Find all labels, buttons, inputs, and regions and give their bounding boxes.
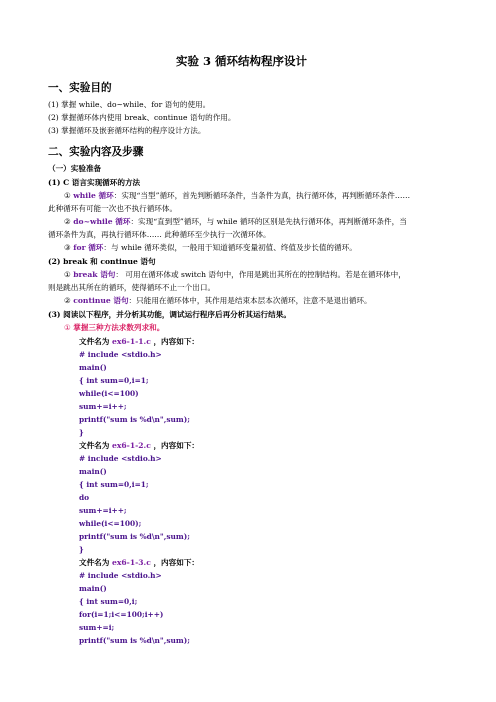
code-line: sum+=i++; — [79, 402, 127, 411]
break-num: ① — [64, 270, 71, 279]
dowhile-desc-line-1 — [64, 217, 407, 227]
for-num: ③ — [64, 243, 71, 252]
file-prefix: 文件名为 — [79, 337, 110, 346]
code-line: main() — [79, 584, 107, 593]
code-line: printf("sum is %d\n",sum); — [79, 636, 190, 645]
dowhile-text-1: ：实现“直到型”循环，与 while 循环的区别是先执行循环体，再判断循环条件，当 — [130, 217, 407, 226]
continue-desc-line-1 — [64, 296, 372, 306]
break-desc-line-2: 则是跳出其所在的循环，使得循环不止一个出口。 — [48, 283, 216, 292]
code-line: # include <stdio.h> — [79, 454, 162, 463]
purpose-item-2: (2) 掌握循环体内使用 break、continue 语句的作用。 — [48, 113, 236, 122]
for-desc-line-1 — [64, 243, 357, 253]
file-label-2 — [79, 441, 199, 451]
file-prefix: 文件名为 — [79, 441, 110, 450]
purpose-item-1: (1) 掌握 while、do~while、for 语句的使用。 — [48, 100, 211, 109]
code-line: # include <stdio.h> — [79, 571, 162, 580]
while-desc-line-1 — [64, 191, 410, 201]
while-desc-line-2: 此种循环有可能一次也不执行循环体。 — [48, 204, 178, 213]
purpose-item-3: (3) 掌握循环及嵌套循环结构的程序设计方法。 — [48, 126, 206, 135]
task-line — [64, 323, 164, 333]
code-line: sum+=i; — [79, 623, 115, 632]
para-title-break-continue: (2) break 和 continue 语句 — [48, 257, 156, 266]
code-line: while(i<=100); — [79, 519, 142, 528]
for-keyword: for 循环 — [73, 243, 104, 252]
file-name: ex6-1-2.c — [112, 441, 151, 450]
file-label-3 — [79, 558, 199, 568]
para-title-loop-methods: (1) C 语言实现循环的方法 — [48, 178, 141, 187]
for-text-1: ：与 while 循环类似，一般用于知道循环变量初值、终值及步长值的循环。 — [103, 243, 357, 252]
dowhile-keyword: do~while 循环 — [73, 217, 131, 226]
section-heading-purpose: 一、实验目的 — [48, 82, 112, 94]
task-text: 掌握三种方法求数列求和。 — [73, 323, 165, 332]
while-num: ① — [64, 191, 71, 200]
break-desc-line-1 — [64, 270, 406, 280]
code-line: { int sum=0,i; — [79, 597, 138, 606]
file-suffix: ，内容如下： — [153, 558, 200, 567]
continue-num: ② — [64, 296, 71, 305]
file-name: ex6-1-3.c — [112, 558, 151, 567]
continue-text-1: ：只能用在循环体中，其作用是结束本层本次循环，注意不是退出循环。 — [128, 296, 372, 305]
code-line: printf("sum is %d\n",sum); — [79, 532, 190, 541]
code-line: } — [79, 428, 84, 437]
code-line: while(i<=100) — [79, 389, 139, 398]
file-suffix: ，内容如下： — [153, 337, 200, 346]
dowhile-desc-line-2: 循环条件为真，再执行循环体…… 此种循环至少执行一次循环体。 — [48, 230, 271, 239]
page-title: 实验 3 循环结构程序设计 — [176, 54, 308, 68]
break-text-1: ： 可用在循环体或 switch 语句中，作用是跳出其所在的控制结构。若是在循环体中， — [115, 270, 406, 279]
while-text-1: ：实现“当型”循环，首先判断循环条件，当条件为真，执行循环体，再判断循环条件…… — [113, 191, 411, 200]
file-suffix: ，内容如下： — [153, 441, 200, 450]
code-line: } — [79, 545, 84, 554]
file-name: ex6-1-1.c — [112, 337, 151, 346]
code-line: { int sum=0,i=1; — [79, 480, 149, 489]
subsection-prep: （一）实验准备 — [48, 164, 102, 173]
code-line: for(i=1;i<=100;i++) — [79, 610, 164, 619]
code-line: # include <stdio.h> — [79, 350, 162, 359]
code-line: main() — [79, 467, 107, 476]
file-prefix: 文件名为 — [79, 558, 110, 567]
task-num: ① — [64, 323, 71, 332]
dowhile-num: ② — [64, 217, 71, 226]
para-title-read-program: (3) 阅读以下程序，并分析其功能，调试运行程序后再分析其运行结果。 — [48, 310, 291, 319]
section-heading-content: 二、实验内容及步骤 — [48, 146, 144, 158]
continue-keyword: continue 语句 — [73, 296, 129, 305]
file-label-1 — [79, 337, 199, 347]
code-line: { int sum=0,i=1; — [79, 376, 149, 385]
break-keyword: break 语句 — [73, 270, 116, 279]
code-line: sum+=i++; — [79, 506, 127, 515]
code-line: printf("sum is %d\n",sum); — [79, 415, 190, 424]
while-keyword: while 循环 — [73, 191, 114, 200]
code-line: main() — [79, 363, 107, 372]
code-line: do — [79, 493, 90, 502]
